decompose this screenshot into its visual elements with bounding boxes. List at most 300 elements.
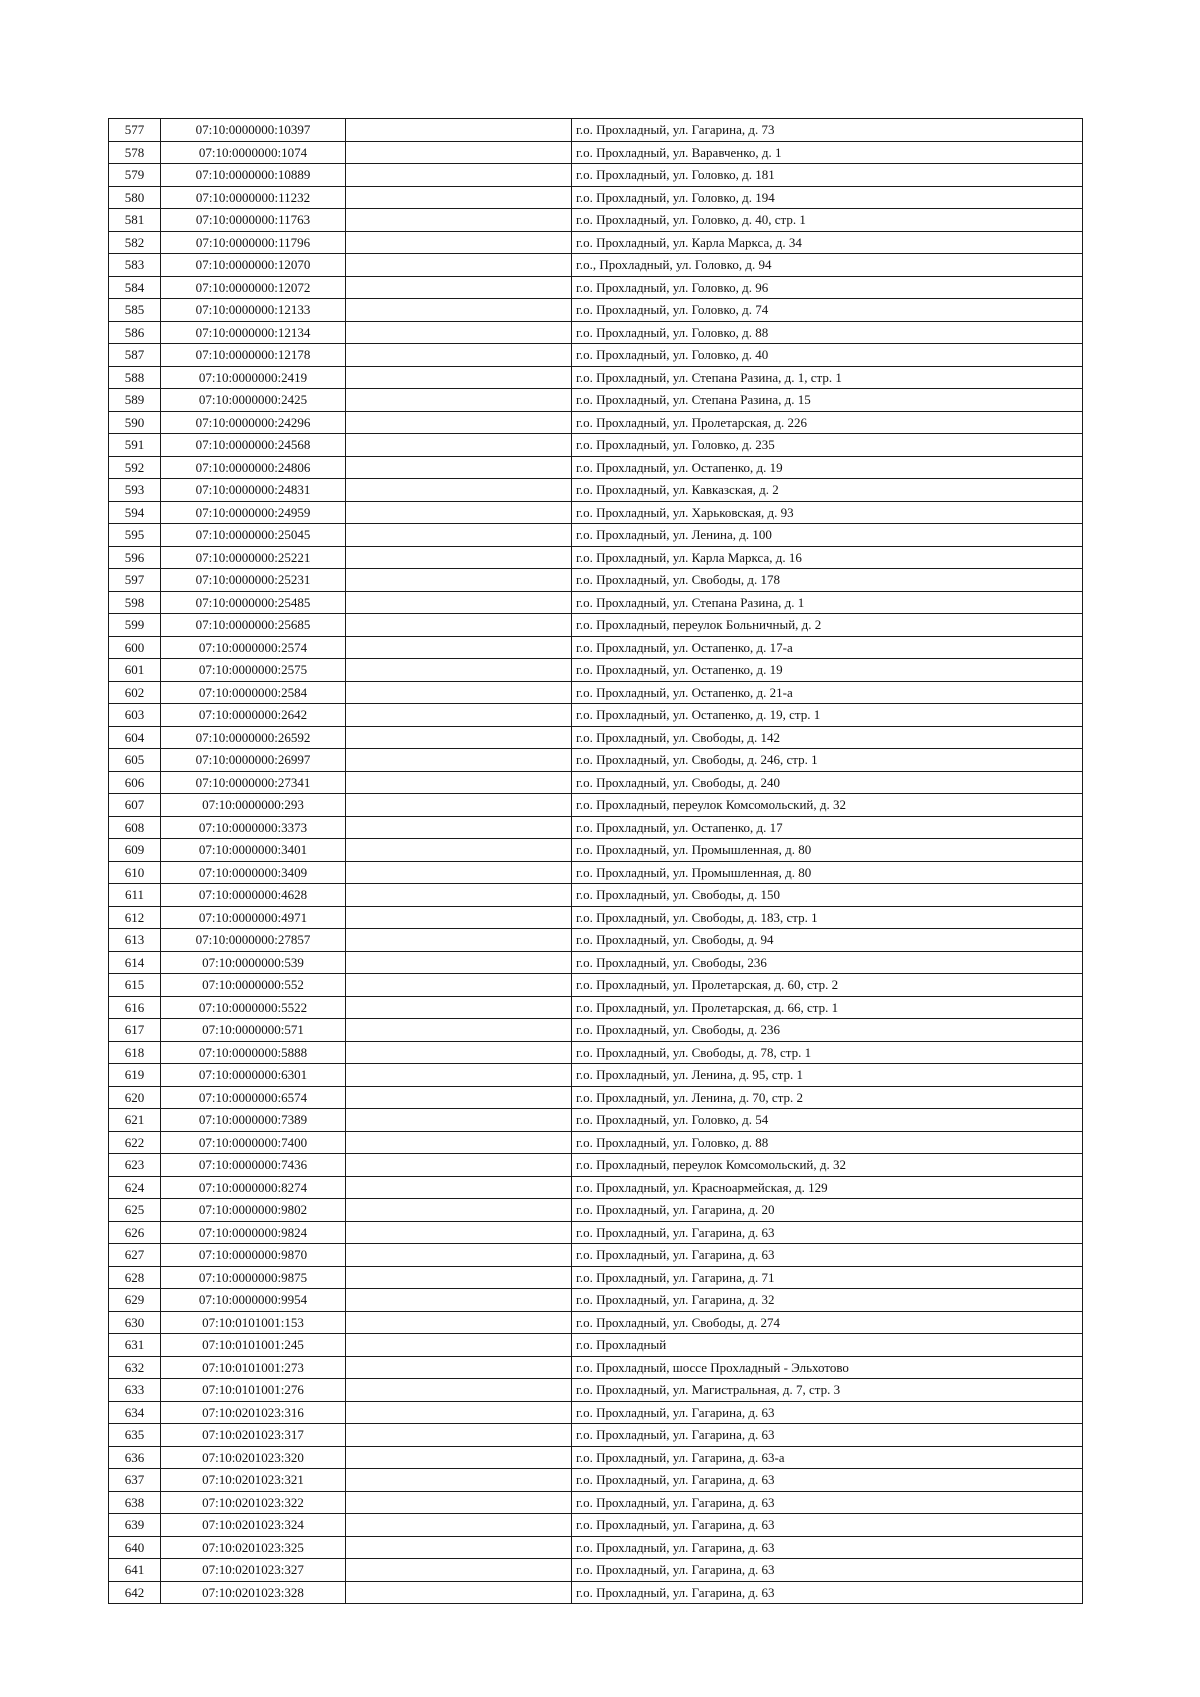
row-number: 639	[109, 1514, 161, 1537]
table-row	[109, 1536, 1083, 1559]
table-row	[109, 1311, 1083, 1334]
address: г.о. Прохладный, переулок Комсомольский, д. 32	[572, 794, 1083, 817]
cadastral-number: 07:10:0000000:24296	[161, 411, 346, 434]
empty-cell	[346, 1064, 572, 1087]
empty-cell	[346, 1401, 572, 1424]
address: г.о. Прохладный, ул. Гагарина, д. 63	[572, 1469, 1083, 1492]
registry-table-body	[109, 119, 1083, 1604]
empty-cell	[346, 366, 572, 389]
row-number: 595	[109, 524, 161, 547]
cadastral-number: 07:10:0000000:25685	[161, 614, 346, 637]
cadastral-number: 07:10:0201023:320	[161, 1446, 346, 1469]
cadastral-number: 07:10:0201023:316	[161, 1401, 346, 1424]
row-number: 588	[109, 366, 161, 389]
table-row	[109, 906, 1083, 929]
row-number: 636	[109, 1446, 161, 1469]
row-number: 581	[109, 209, 161, 232]
empty-cell	[346, 1131, 572, 1154]
table-row	[109, 569, 1083, 592]
table-row	[109, 816, 1083, 839]
address: г.о. Прохладный, ул. Свободы, д. 183, стр. 1	[572, 906, 1083, 929]
table-row	[109, 186, 1083, 209]
cadastral-number: 07:10:0000000:2584	[161, 681, 346, 704]
row-number: 640	[109, 1536, 161, 1559]
table-row	[109, 546, 1083, 569]
table-row	[109, 1154, 1083, 1177]
address: г.о. Прохладный, ул. Головко, д. 194	[572, 186, 1083, 209]
cadastral-number: 07:10:0000000:12133	[161, 299, 346, 322]
table-row	[109, 1424, 1083, 1447]
cadastral-number: 07:10:0000000:2419	[161, 366, 346, 389]
address: г.о. Прохладный, ул. Свободы, д. 240	[572, 771, 1083, 794]
table-row	[109, 119, 1083, 142]
row-number: 577	[109, 119, 161, 142]
row-number: 631	[109, 1334, 161, 1357]
table-row	[109, 861, 1083, 884]
table-row	[109, 749, 1083, 772]
cadastral-number: 07:10:0000000:11763	[161, 209, 346, 232]
address: г.о. Прохладный, ул. Головко, д. 40	[572, 344, 1083, 367]
table-row	[109, 726, 1083, 749]
row-number: 625	[109, 1199, 161, 1222]
address: г.о. Прохладный, ул. Гагарина, д. 63-а	[572, 1446, 1083, 1469]
row-number: 594	[109, 501, 161, 524]
address: г.о. Прохладный, ул. Головко, д. 235	[572, 434, 1083, 457]
empty-cell	[346, 344, 572, 367]
address: г.о. Прохладный, ул. Головко, д. 96	[572, 276, 1083, 299]
row-number: 618	[109, 1041, 161, 1064]
table-row	[109, 1401, 1083, 1424]
table-row	[109, 479, 1083, 502]
empty-cell	[346, 1514, 572, 1537]
empty-cell	[346, 546, 572, 569]
empty-cell	[346, 1266, 572, 1289]
row-number: 589	[109, 389, 161, 412]
table-row	[109, 1019, 1083, 1042]
cadastral-number: 07:10:0000000:3401	[161, 839, 346, 862]
cadastral-number: 07:10:0000000:25485	[161, 591, 346, 614]
row-number: 619	[109, 1064, 161, 1087]
row-number: 628	[109, 1266, 161, 1289]
row-number: 611	[109, 884, 161, 907]
address: г.о. Прохладный, ул. Кавказская, д. 2	[572, 479, 1083, 502]
empty-cell	[346, 839, 572, 862]
empty-cell	[346, 884, 572, 907]
cadastral-number: 07:10:0000000:9802	[161, 1199, 346, 1222]
empty-cell	[346, 974, 572, 997]
table-row	[109, 1131, 1083, 1154]
row-number: 583	[109, 254, 161, 277]
address: г.о. Прохладный, ул. Свободы, д. 274	[572, 1311, 1083, 1334]
empty-cell	[346, 389, 572, 412]
cadastral-number: 07:10:0000000:2642	[161, 704, 346, 727]
cadastral-number: 07:10:0000000:539	[161, 951, 346, 974]
table-row	[109, 771, 1083, 794]
row-number: 597	[109, 569, 161, 592]
row-number: 585	[109, 299, 161, 322]
row-number: 591	[109, 434, 161, 457]
row-number: 613	[109, 929, 161, 952]
row-number: 632	[109, 1356, 161, 1379]
empty-cell	[346, 119, 572, 142]
table-row	[109, 1266, 1083, 1289]
empty-cell	[346, 1086, 572, 1109]
empty-cell	[346, 1221, 572, 1244]
empty-cell	[346, 726, 572, 749]
table-row	[109, 1064, 1083, 1087]
table-row	[109, 1514, 1083, 1537]
row-number: 596	[109, 546, 161, 569]
row-number: 608	[109, 816, 161, 839]
row-number: 617	[109, 1019, 161, 1042]
empty-cell	[346, 186, 572, 209]
empty-cell	[346, 1559, 572, 1582]
row-number: 592	[109, 456, 161, 479]
address: г.о. Прохладный, ул. Карла Маркса, д. 34	[572, 231, 1083, 254]
row-number: 605	[109, 749, 161, 772]
cadastral-number: 07:10:0000000:3409	[161, 861, 346, 884]
address: г.о. Прохладный, ул. Остапенко, д. 17	[572, 816, 1083, 839]
cadastral-number: 07:10:0000000:1074	[161, 141, 346, 164]
table-row	[109, 1469, 1083, 1492]
cadastral-number: 07:10:0000000:24831	[161, 479, 346, 502]
address: г.о. Прохладный, ул. Свободы, д. 150	[572, 884, 1083, 907]
row-number: 580	[109, 186, 161, 209]
table-row	[109, 1289, 1083, 1312]
empty-cell	[346, 1019, 572, 1042]
empty-cell	[346, 276, 572, 299]
empty-cell	[346, 299, 572, 322]
cadastral-number: 07:10:0000000:8274	[161, 1176, 346, 1199]
table-row	[109, 1491, 1083, 1514]
empty-cell	[346, 1491, 572, 1514]
table-row	[109, 501, 1083, 524]
empty-cell	[346, 1581, 572, 1604]
empty-cell	[346, 794, 572, 817]
table-row	[109, 209, 1083, 232]
cadastral-number: 07:10:0000000:2574	[161, 636, 346, 659]
cadastral-number: 07:10:0201023:327	[161, 1559, 346, 1582]
cadastral-number: 07:10:0201023:322	[161, 1491, 346, 1514]
empty-cell	[346, 141, 572, 164]
address: г.о. Прохладный, ул. Остапенко, д. 19, стр. 1	[572, 704, 1083, 727]
row-number: 634	[109, 1401, 161, 1424]
table-row	[109, 614, 1083, 637]
address: г.о. Прохладный, ул. Пролетарская, д. 60, стр. 2	[572, 974, 1083, 997]
table-row	[109, 591, 1083, 614]
row-number: 629	[109, 1289, 161, 1312]
address: г.о. Прохладный, ул. Ленина, д. 100	[572, 524, 1083, 547]
row-number: 612	[109, 906, 161, 929]
row-number: 638	[109, 1491, 161, 1514]
empty-cell	[346, 951, 572, 974]
address: г.о. Прохладный, ул. Промышленная, д. 80	[572, 839, 1083, 862]
cadastral-number: 07:10:0000000:24806	[161, 456, 346, 479]
address: г.о. Прохладный, ул. Ленина, д. 95, стр. 1	[572, 1064, 1083, 1087]
cadastral-number: 07:10:0201023:325	[161, 1536, 346, 1559]
table-row	[109, 344, 1083, 367]
cadastral-number: 07:10:0201023:328	[161, 1581, 346, 1604]
row-number: 601	[109, 659, 161, 682]
empty-cell	[346, 231, 572, 254]
address: г.о. Прохладный, ул. Ленина, д. 70, стр. 2	[572, 1086, 1083, 1109]
cadastral-number: 07:10:0000000:5888	[161, 1041, 346, 1064]
row-number: 600	[109, 636, 161, 659]
empty-cell	[346, 1379, 572, 1402]
address: г.о. Прохладный, ул. Гагарина, д. 63	[572, 1536, 1083, 1559]
cadastral-number: 07:10:0000000:12178	[161, 344, 346, 367]
empty-cell	[346, 1041, 572, 1064]
table-row	[109, 974, 1083, 997]
empty-cell	[346, 1109, 572, 1132]
row-number: 586	[109, 321, 161, 344]
cadastral-number: 07:10:0000000:26997	[161, 749, 346, 772]
address: г.о. Прохладный, ул. Остапенко, д. 21-а	[572, 681, 1083, 704]
address: г.о., Прохладный, ул. Головко, д. 94	[572, 254, 1083, 277]
cadastral-number: 07:10:0000000:7400	[161, 1131, 346, 1154]
cadastral-number: 07:10:0201023:321	[161, 1469, 346, 1492]
table-row	[109, 636, 1083, 659]
empty-cell	[346, 1154, 572, 1177]
cadastral-number: 07:10:0000000:27857	[161, 929, 346, 952]
address: г.о. Прохладный, ул. Остапенко, д. 19	[572, 659, 1083, 682]
address: г.о. Прохладный, шоссе Прохладный - Эльхотово	[572, 1356, 1083, 1379]
cadastral-number: 07:10:0000000:9954	[161, 1289, 346, 1312]
table-row	[109, 141, 1083, 164]
cadastral-number: 07:10:0000000:12072	[161, 276, 346, 299]
table-row	[109, 366, 1083, 389]
empty-cell	[346, 996, 572, 1019]
table-row	[109, 524, 1083, 547]
row-number: 578	[109, 141, 161, 164]
empty-cell	[346, 591, 572, 614]
row-number: 616	[109, 996, 161, 1019]
cadastral-number: 07:10:0101001:276	[161, 1379, 346, 1402]
address: г.о. Прохладный, ул. Гагарина, д. 20	[572, 1199, 1083, 1222]
empty-cell	[346, 816, 572, 839]
empty-cell	[346, 479, 572, 502]
address: г.о. Прохладный, ул. Головко, д. 88	[572, 321, 1083, 344]
cadastral-number: 07:10:0000000:25221	[161, 546, 346, 569]
address: г.о. Прохладный, переулок Больничный, д. 2	[572, 614, 1083, 637]
cadastral-number: 07:10:0000000:24568	[161, 434, 346, 457]
table-row	[109, 1176, 1083, 1199]
empty-cell	[346, 434, 572, 457]
empty-cell	[346, 659, 572, 682]
row-number: 641	[109, 1559, 161, 1582]
address: г.о. Прохладный, ул. Свободы, д. 236	[572, 1019, 1083, 1042]
address: г.о. Прохладный, ул. Степана Разина, д. 1, стр. 1	[572, 366, 1083, 389]
empty-cell	[346, 704, 572, 727]
row-number: 623	[109, 1154, 161, 1177]
empty-cell	[346, 1446, 572, 1469]
address: г.о. Прохладный, ул. Гагарина, д. 32	[572, 1289, 1083, 1312]
address: г.о. Прохладный, ул. Промышленная, д. 80	[572, 861, 1083, 884]
registry-table	[108, 118, 1083, 1604]
address: г.о. Прохладный, ул. Свободы, д. 178	[572, 569, 1083, 592]
cadastral-number: 07:10:0101001:273	[161, 1356, 346, 1379]
table-row	[109, 681, 1083, 704]
cadastral-number: 07:10:0000000:552	[161, 974, 346, 997]
cadastral-number: 07:10:0000000:12134	[161, 321, 346, 344]
row-number: 598	[109, 591, 161, 614]
row-number: 626	[109, 1221, 161, 1244]
row-number: 609	[109, 839, 161, 862]
empty-cell	[346, 411, 572, 434]
row-number: 635	[109, 1424, 161, 1447]
address: г.о. Прохладный, ул. Варавченко, д. 1	[572, 141, 1083, 164]
table-row	[109, 884, 1083, 907]
address: г.о. Прохладный, ул. Гагарина, д. 63	[572, 1424, 1083, 1447]
empty-cell	[346, 456, 572, 479]
address: г.о. Прохладный, ул. Магистральная, д. 7, стр. 3	[572, 1379, 1083, 1402]
cadastral-number: 07:10:0000000:27341	[161, 771, 346, 794]
row-number: 606	[109, 771, 161, 794]
empty-cell	[346, 1536, 572, 1559]
row-number: 615	[109, 974, 161, 997]
address: г.о. Прохладный, ул. Свободы, д. 78, стр. 1	[572, 1041, 1083, 1064]
table-row	[109, 996, 1083, 1019]
row-number: 584	[109, 276, 161, 299]
row-number: 590	[109, 411, 161, 434]
address: г.о. Прохладный	[572, 1334, 1083, 1357]
address: г.о. Прохладный, ул. Гагарина, д. 63	[572, 1514, 1083, 1537]
row-number: 579	[109, 164, 161, 187]
table-row	[109, 389, 1083, 412]
table-row	[109, 299, 1083, 322]
empty-cell	[346, 1244, 572, 1267]
cadastral-number: 07:10:0000000:4971	[161, 906, 346, 929]
empty-cell	[346, 524, 572, 547]
empty-cell	[346, 1311, 572, 1334]
cadastral-number: 07:10:0000000:11796	[161, 231, 346, 254]
row-number: 642	[109, 1581, 161, 1604]
row-number: 599	[109, 614, 161, 637]
cadastral-number: 07:10:0000000:2575	[161, 659, 346, 682]
address: г.о. Прохладный, ул. Гагарина, д. 71	[572, 1266, 1083, 1289]
cadastral-number: 07:10:0000000:6574	[161, 1086, 346, 1109]
table-row	[109, 1334, 1083, 1357]
table-row	[109, 1244, 1083, 1267]
empty-cell	[346, 906, 572, 929]
table-row	[109, 839, 1083, 862]
row-number: 604	[109, 726, 161, 749]
row-number: 582	[109, 231, 161, 254]
table-row	[109, 434, 1083, 457]
empty-cell	[346, 254, 572, 277]
cadastral-number: 07:10:0000000:6301	[161, 1064, 346, 1087]
cadastral-number: 07:10:0000000:10889	[161, 164, 346, 187]
address: г.о. Прохладный, ул. Головко, д. 181	[572, 164, 1083, 187]
cadastral-number: 07:10:0101001:245	[161, 1334, 346, 1357]
row-number: 607	[109, 794, 161, 817]
cadastral-number: 07:10:0000000:9870	[161, 1244, 346, 1267]
empty-cell	[346, 209, 572, 232]
table-row	[109, 1109, 1083, 1132]
address: г.о. Прохладный, ул. Остапенко, д. 19	[572, 456, 1083, 479]
cadastral-number: 07:10:0000000:7389	[161, 1109, 346, 1132]
address: г.о. Прохладный, ул. Степана Разина, д. 15	[572, 389, 1083, 412]
table-row	[109, 704, 1083, 727]
address: г.о. Прохладный, ул. Пролетарская, д. 226	[572, 411, 1083, 434]
cadastral-number: 07:10:0000000:25045	[161, 524, 346, 547]
empty-cell	[346, 1469, 572, 1492]
address: г.о. Прохладный, переулок Комсомольский, д. 32	[572, 1154, 1083, 1177]
address: г.о. Прохладный, ул. Гагарина, д. 73	[572, 119, 1083, 142]
empty-cell	[346, 1356, 572, 1379]
cadastral-number: 07:10:0000000:10397	[161, 119, 346, 142]
table-row	[109, 411, 1083, 434]
row-number: 593	[109, 479, 161, 502]
cadastral-number: 07:10:0000000:11232	[161, 186, 346, 209]
cadastral-number: 07:10:0000000:4628	[161, 884, 346, 907]
cadastral-number: 07:10:0000000:12070	[161, 254, 346, 277]
empty-cell	[346, 1176, 572, 1199]
cadastral-number: 07:10:0000000:25231	[161, 569, 346, 592]
row-number: 637	[109, 1469, 161, 1492]
table-row	[109, 929, 1083, 952]
address: г.о. Прохладный, ул. Гагарина, д. 63	[572, 1559, 1083, 1582]
cadastral-number: 07:10:0101001:153	[161, 1311, 346, 1334]
document-page	[108, 118, 1082, 1604]
empty-cell	[346, 321, 572, 344]
cadastral-number: 07:10:0000000:5522	[161, 996, 346, 1019]
address: г.о. Прохладный, ул. Красноармейская, д. 129	[572, 1176, 1083, 1199]
address: г.о. Прохладный, ул. Пролетарская, д. 66, стр. 1	[572, 996, 1083, 1019]
address: г.о. Прохладный, ул. Гагарина, д. 63	[572, 1491, 1083, 1514]
address: г.о. Прохладный, ул. Гагарина, д. 63	[572, 1401, 1083, 1424]
empty-cell	[346, 1199, 572, 1222]
cadastral-number: 07:10:0000000:293	[161, 794, 346, 817]
row-number: 624	[109, 1176, 161, 1199]
cadastral-number: 07:10:0000000:2425	[161, 389, 346, 412]
row-number: 630	[109, 1311, 161, 1334]
cadastral-number: 07:10:0000000:26592	[161, 726, 346, 749]
address: г.о. Прохладный, ул. Головко, д. 88	[572, 1131, 1083, 1154]
empty-cell	[346, 164, 572, 187]
table-row	[109, 794, 1083, 817]
table-row	[109, 1041, 1083, 1064]
cadastral-number: 07:10:0201023:317	[161, 1424, 346, 1447]
row-number: 602	[109, 681, 161, 704]
empty-cell	[346, 501, 572, 524]
empty-cell	[346, 614, 572, 637]
address: г.о. Прохладный, ул. Свободы, д. 246, стр. 1	[572, 749, 1083, 772]
address: г.о. Прохладный, ул. Гагарина, д. 63	[572, 1244, 1083, 1267]
empty-cell	[346, 861, 572, 884]
table-row	[109, 951, 1083, 974]
address: г.о. Прохладный, ул. Степана Разина, д. 1	[572, 591, 1083, 614]
row-number: 633	[109, 1379, 161, 1402]
cadastral-number: 07:10:0000000:24959	[161, 501, 346, 524]
table-row	[109, 1221, 1083, 1244]
address: г.о. Прохладный, ул. Харьковская, д. 93	[572, 501, 1083, 524]
empty-cell	[346, 1334, 572, 1357]
row-number: 603	[109, 704, 161, 727]
empty-cell	[346, 681, 572, 704]
table-row	[109, 254, 1083, 277]
row-number: 627	[109, 1244, 161, 1267]
row-number: 620	[109, 1086, 161, 1109]
empty-cell	[346, 1289, 572, 1312]
table-row	[109, 231, 1083, 254]
empty-cell	[346, 771, 572, 794]
empty-cell	[346, 749, 572, 772]
address: г.о. Прохладный, ул. Свободы, 236	[572, 951, 1083, 974]
row-number: 610	[109, 861, 161, 884]
row-number: 587	[109, 344, 161, 367]
table-row	[109, 164, 1083, 187]
